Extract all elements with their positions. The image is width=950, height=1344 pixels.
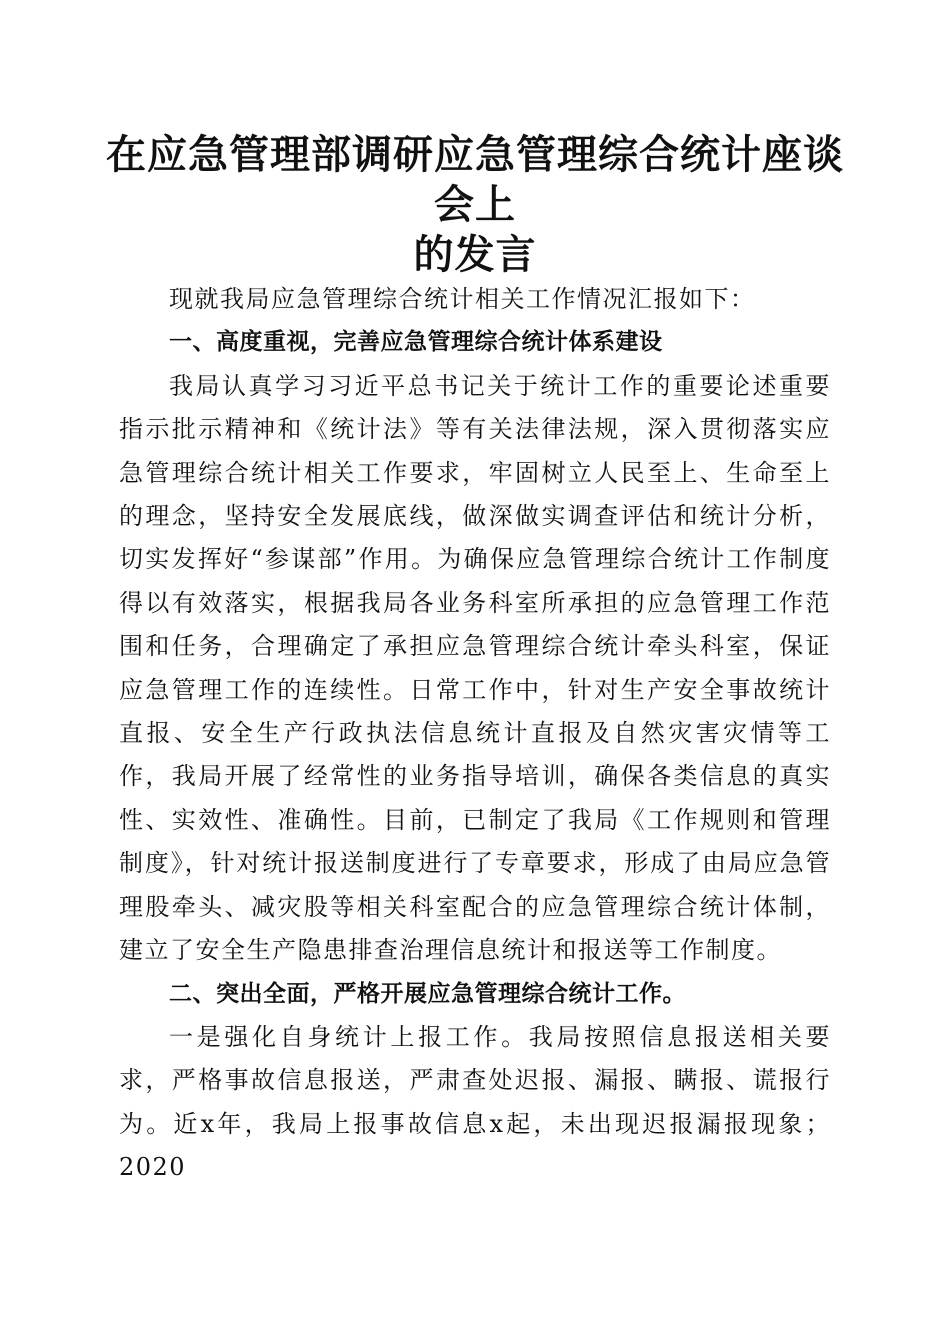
document-body bbox=[119, 278, 831, 1190]
body-paragraph-2: 一是强化自身统计上报工作。我局按照信息报送相关要求，严格事故信息报送，严肃查处迟报、漏报、瞒报、谎报行为。近x年，我局上报事故信息x起，未出现迟报漏报现象；2020 bbox=[119, 1022, 831, 1182]
intro-paragraph: 现就我局应急管理综合统计相关工作情况汇报如下： bbox=[169, 285, 756, 313]
title-line-1: 在应急管理部调研应急管理综合统计座谈会上 bbox=[106, 131, 844, 228]
title-line-2: 的发言 bbox=[413, 231, 537, 278]
body-paragraph-1: 我局认真学习习近平总书记关于统计工作的重要论述重要指示批示精神和《统计法》等有关法律法规，深入贯彻落实应急管理综合统计相关工作要求，牢固树立人民至上、生命至上的理念，坚持安全发展底线，做深做实调查评估和统计分析，切实发挥好“参谋部”作用。为确保应急管理综合统计工作制度得以有效落实，根据我局各业务科室所承担的应急管理工作范围和任务，合理确定了承担应急管理综合统计牵头科室，保证应急管理工作的连续性。日常工作中，针对生产安全事故统计直报、安全生产行政执法信息统计直报及自然灾害灾情等工作，我局开展了经常性的业务指导培训，确保各类信息的真实性、实效性、准确性。目前，已制定了我局《工作规则和管理制度》，针对统计报送制度进行了专章要求，形成了由局应急管理股牵头、减灾股等相关科室配合的应急管理综合统计体制，建立了安全生产隐患排查治理信息统计和报送等工作制度。 bbox=[119, 371, 831, 965]
document-title bbox=[100, 130, 850, 280]
section-heading-1: 一、高度重视，完善应急管理综合统计体系建设 bbox=[169, 329, 663, 356]
section-heading-2: 二、突出全面，严格开展应急管理综合统计工作。 bbox=[169, 980, 686, 1007]
